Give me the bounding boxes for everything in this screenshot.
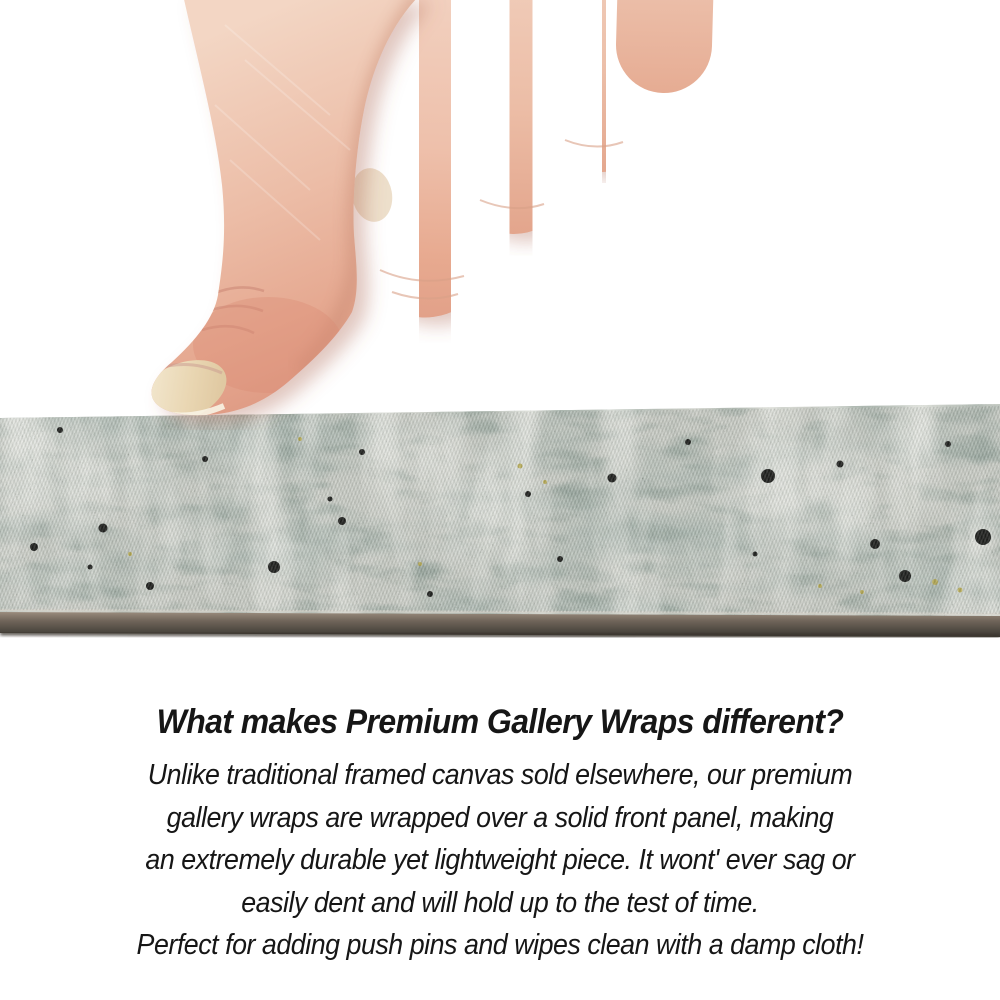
headline: What makes Premium Gallery Wraps different? xyxy=(156,703,844,741)
canvas-texture xyxy=(0,404,1000,616)
curled-fingers xyxy=(348,0,668,299)
body-line: Perfect for adding push pins and wipes clean with a damp cloth! xyxy=(136,929,864,961)
middle-finger xyxy=(514,0,528,178)
body-line: gallery wraps are wrapped over a solid front panel, making xyxy=(166,801,834,834)
hand-pressing-photo xyxy=(0,0,1000,430)
pinky-finger xyxy=(664,0,668,45)
body-line: Unlike traditional framed canvas sold elsewhere, our premium xyxy=(147,759,853,791)
body-line: an extremely durable yet lightweight piece. It wont' ever sag or xyxy=(145,844,855,876)
ring-finger xyxy=(603,0,605,120)
marketing-copy xyxy=(30,700,970,967)
index-finger xyxy=(425,0,445,250)
canvas-edge-photo xyxy=(0,404,1000,642)
body-line: easily dent and will hold up to the test of time. xyxy=(241,886,759,919)
